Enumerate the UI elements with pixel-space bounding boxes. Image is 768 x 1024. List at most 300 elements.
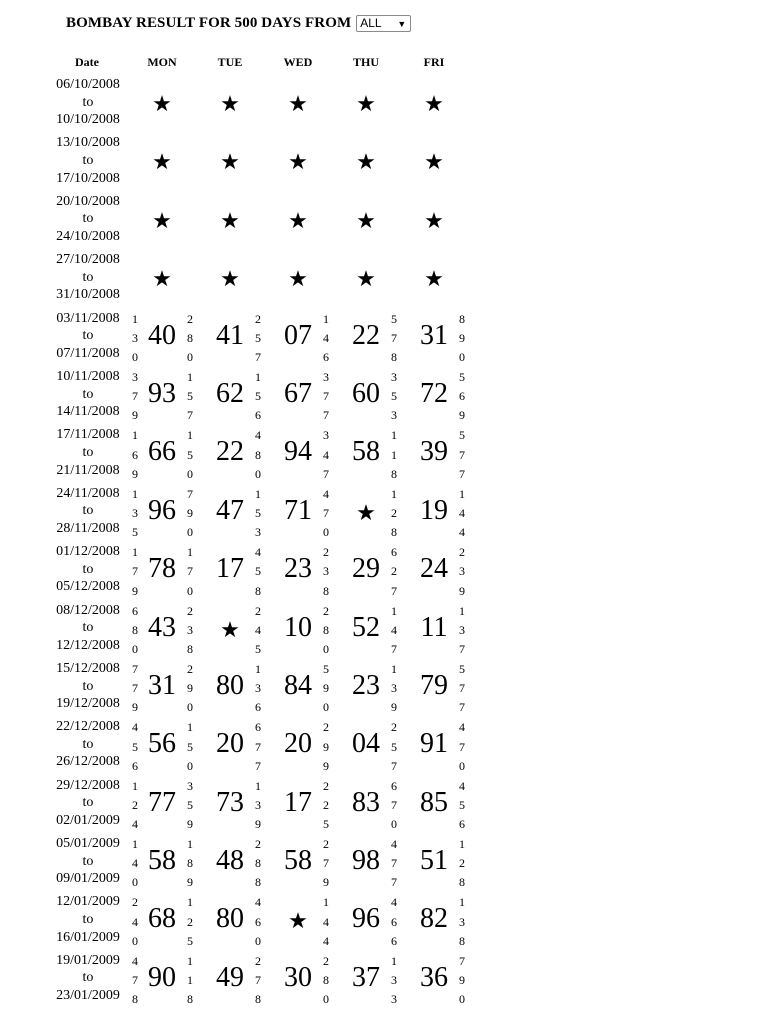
date-to: 02/01/2009 bbox=[56, 812, 120, 828]
jodi-number: 58 bbox=[284, 845, 312, 877]
jodi-number: 24 bbox=[420, 553, 448, 585]
jodi-number: 10 bbox=[284, 611, 312, 643]
panel-digits bbox=[253, 368, 263, 426]
panel-digit: 7 bbox=[132, 973, 138, 988]
panel-digits bbox=[185, 952, 195, 1010]
panel-digit: 1 bbox=[391, 486, 397, 501]
panel-digits bbox=[185, 893, 195, 951]
panel-digits bbox=[389, 602, 399, 660]
page-header bbox=[66, 12, 411, 34]
panel-digit: 7 bbox=[459, 700, 465, 715]
week-date-range bbox=[38, 193, 138, 246]
star-icon: ★ bbox=[152, 207, 172, 233]
panel-digit: 5 bbox=[132, 739, 138, 754]
date-to-label: to bbox=[82, 620, 94, 636]
panel-digit: 6 bbox=[132, 447, 138, 462]
table-row bbox=[0, 717, 470, 775]
panel-digits bbox=[321, 777, 331, 835]
panel-digit: 3 bbox=[255, 681, 261, 696]
jodi-number: 17 bbox=[284, 786, 312, 818]
panel-digits bbox=[389, 952, 399, 1010]
date-to: 21/11/2008 bbox=[56, 462, 120, 478]
panel-digit: 8 bbox=[255, 447, 261, 462]
star-icon: ★ bbox=[424, 91, 444, 116]
jodi-number: 96 bbox=[352, 903, 380, 935]
panel-digit: 4 bbox=[323, 330, 329, 345]
panel-digit: 5 bbox=[391, 389, 397, 404]
panel-digit: 5 bbox=[255, 564, 261, 579]
star-icon: ★ bbox=[424, 207, 444, 233]
panel-digit: 5 bbox=[459, 428, 465, 443]
open-panel-digits bbox=[130, 543, 140, 601]
panel-digit: 3 bbox=[459, 622, 465, 637]
date-to: 12/12/2008 bbox=[56, 637, 120, 653]
date-to-label: to bbox=[82, 678, 94, 694]
panel-digit: 0 bbox=[255, 466, 261, 481]
table-row bbox=[0, 425, 470, 483]
date-to-label: to bbox=[82, 970, 94, 986]
date-to-label: to bbox=[82, 444, 94, 460]
date-from: 01/12/2008 bbox=[56, 544, 120, 560]
panel-digit: 6 bbox=[391, 933, 397, 948]
open-panel-digits bbox=[130, 602, 140, 660]
panel-digit: 7 bbox=[391, 641, 397, 656]
jodi-number: 11 bbox=[420, 611, 448, 643]
week-date-range bbox=[38, 835, 138, 888]
chevron-down-icon: ▼ bbox=[397, 18, 407, 29]
panel-digit: 2 bbox=[459, 856, 465, 871]
date-to: 19/12/2008 bbox=[56, 696, 120, 712]
date-from: 05/01/2009 bbox=[56, 836, 120, 852]
panel-digit: 0 bbox=[132, 875, 138, 890]
panel-digit: 8 bbox=[459, 311, 465, 326]
panel-digit: 9 bbox=[132, 408, 138, 423]
panel-digit: 3 bbox=[391, 973, 397, 988]
panel-digit: 3 bbox=[132, 330, 138, 345]
date-from: 20/10/2008 bbox=[56, 193, 120, 209]
jodi-number: 67 bbox=[284, 377, 312, 409]
star-icon: ★ bbox=[288, 207, 308, 233]
panel-digit: 5 bbox=[323, 661, 329, 676]
panel-digit: 9 bbox=[187, 505, 193, 520]
panel-digit: 4 bbox=[255, 545, 261, 560]
panel-digits bbox=[321, 602, 331, 660]
week-date-range bbox=[38, 310, 138, 363]
panel-digit: 1 bbox=[187, 545, 193, 560]
panel-digit: 3 bbox=[255, 797, 261, 812]
panel-digits bbox=[321, 893, 331, 951]
jodi-number: 20 bbox=[284, 728, 312, 760]
star-icon: ★ bbox=[424, 149, 444, 175]
panel-digit: 2 bbox=[391, 720, 397, 735]
week-date-range bbox=[38, 426, 138, 479]
panel-digit: 1 bbox=[187, 895, 193, 910]
panel-digit: 8 bbox=[187, 641, 193, 656]
panel-digit: 7 bbox=[391, 758, 397, 773]
week-date-range bbox=[38, 952, 138, 1005]
table-header bbox=[0, 55, 470, 69]
panel-digit: 1 bbox=[187, 369, 193, 384]
date-to: 23/01/2009 bbox=[56, 988, 120, 1004]
panel-digit: 6 bbox=[459, 817, 465, 832]
table-row bbox=[0, 309, 470, 367]
panel-digit: 5 bbox=[187, 797, 193, 812]
panel-digit: 2 bbox=[132, 895, 138, 910]
panel-digit: 0 bbox=[323, 525, 329, 540]
panel-digit: 8 bbox=[187, 330, 193, 345]
open-panel-digits bbox=[130, 952, 140, 1010]
panel-digits bbox=[389, 660, 399, 718]
panel-digit: 9 bbox=[132, 466, 138, 481]
panel-digit: 9 bbox=[323, 875, 329, 890]
star-icon: ★ bbox=[288, 149, 308, 175]
panel-digit: 8 bbox=[187, 992, 193, 1007]
panel-digit: 9 bbox=[187, 875, 193, 890]
jodi-number: 22 bbox=[352, 319, 380, 351]
column-header-mon: MON bbox=[147, 55, 177, 69]
panel-digit: 7 bbox=[459, 447, 465, 462]
panel-digit: 3 bbox=[459, 914, 465, 929]
panel-digit: 4 bbox=[459, 778, 465, 793]
panel-digits bbox=[321, 543, 331, 601]
star-icon: ★ bbox=[152, 91, 172, 116]
panel-digit: 3 bbox=[391, 992, 397, 1007]
panel-digit: 2 bbox=[323, 545, 329, 560]
panel-digit: 1 bbox=[132, 486, 138, 501]
panel-digit: 4 bbox=[132, 817, 138, 832]
panel-digit: 3 bbox=[391, 408, 397, 423]
panel-digits bbox=[321, 835, 331, 893]
panel-digit: 2 bbox=[187, 914, 193, 929]
panel-digit: 9 bbox=[323, 739, 329, 754]
panel-digit: 7 bbox=[132, 681, 138, 696]
jodi-number: 56 bbox=[148, 728, 176, 760]
panel-digit: 9 bbox=[187, 681, 193, 696]
panel-digits bbox=[253, 660, 263, 718]
jodi-number: 82 bbox=[420, 903, 448, 935]
panel-digits bbox=[457, 660, 467, 718]
column-header-date: Date bbox=[75, 55, 99, 69]
date-to-label: to bbox=[82, 736, 94, 752]
panel-digit: 8 bbox=[323, 622, 329, 637]
jodi-number: 36 bbox=[420, 961, 448, 993]
panel-digit: 0 bbox=[132, 933, 138, 948]
week-date-range bbox=[38, 718, 138, 771]
date-to: 24/10/2008 bbox=[56, 228, 120, 244]
panel-digit: 4 bbox=[132, 914, 138, 929]
panel-digit: 2 bbox=[323, 797, 329, 812]
panel-digit: 5 bbox=[391, 311, 397, 326]
panel-digit: 0 bbox=[187, 583, 193, 598]
panel-digits bbox=[321, 718, 331, 776]
panel-digits bbox=[185, 602, 195, 660]
panel-digit: 3 bbox=[187, 778, 193, 793]
panel-digits bbox=[253, 835, 263, 893]
panel-digits bbox=[185, 310, 195, 368]
panel-digits bbox=[253, 543, 263, 601]
panel-digits bbox=[457, 835, 467, 893]
panel-digit: 8 bbox=[255, 856, 261, 871]
panel-digits bbox=[457, 952, 467, 1010]
panel-digit: 0 bbox=[187, 758, 193, 773]
date-to: 26/12/2008 bbox=[56, 754, 120, 770]
days-filter-select[interactable] bbox=[356, 15, 411, 32]
panel-digit: 1 bbox=[391, 661, 397, 676]
panel-digit: 0 bbox=[187, 466, 193, 481]
panel-digit: 7 bbox=[187, 408, 193, 423]
jodi-number: 77 bbox=[148, 786, 176, 818]
panel-digit: 4 bbox=[391, 622, 397, 637]
date-from: 06/10/2008 bbox=[56, 77, 120, 92]
date-to-label: to bbox=[82, 561, 94, 577]
panel-digits bbox=[185, 543, 195, 601]
jodi-number: 22 bbox=[216, 436, 244, 468]
table-row bbox=[0, 834, 470, 892]
table-row bbox=[0, 892, 470, 950]
panel-digit: 5 bbox=[459, 661, 465, 676]
table-row bbox=[0, 133, 470, 191]
panel-digits bbox=[389, 777, 399, 835]
panel-digit: 1 bbox=[255, 369, 261, 384]
panel-digit: 8 bbox=[391, 349, 397, 364]
panel-digit: 0 bbox=[459, 758, 465, 773]
week-date-range bbox=[38, 485, 138, 538]
date-to-label: to bbox=[82, 386, 94, 402]
jodi-number: 23 bbox=[352, 669, 380, 701]
panel-digits bbox=[389, 368, 399, 426]
panel-digit: 3 bbox=[132, 505, 138, 520]
panel-digit: 6 bbox=[255, 914, 261, 929]
open-panel-digits bbox=[130, 718, 140, 776]
week-date-range bbox=[38, 368, 138, 421]
panel-digit: 5 bbox=[323, 817, 329, 832]
panel-digit: 9 bbox=[187, 817, 193, 832]
panel-digit: 1 bbox=[255, 486, 261, 501]
panel-digit: 0 bbox=[459, 349, 465, 364]
jodi-number: 39 bbox=[420, 436, 448, 468]
panel-digit: 1 bbox=[459, 837, 465, 852]
jodi-number: 31 bbox=[420, 319, 448, 351]
panel-digit: 2 bbox=[187, 661, 193, 676]
panel-digit: 1 bbox=[187, 953, 193, 968]
star-icon: ★ bbox=[220, 149, 240, 175]
star-icon: ★ bbox=[356, 149, 376, 175]
date-to: 17/10/2008 bbox=[56, 170, 120, 186]
page-title: BOMBAY RESULT FOR 500 DAYS FROM bbox=[66, 14, 352, 31]
panel-digits bbox=[389, 485, 399, 543]
jodi-number: 04 bbox=[352, 728, 380, 760]
jodi-number: 80 bbox=[216, 903, 244, 935]
panel-digit: 1 bbox=[132, 837, 138, 852]
date-from: 03/11/2008 bbox=[56, 310, 120, 326]
jodi-number: 90 bbox=[148, 961, 176, 993]
star-icon: ★ bbox=[288, 908, 308, 934]
panel-digit: 1 bbox=[132, 311, 138, 326]
panel-digit: 1 bbox=[132, 428, 138, 443]
panel-digits bbox=[253, 718, 263, 776]
panel-digit: 3 bbox=[323, 564, 329, 579]
panel-digit: 7 bbox=[323, 505, 329, 520]
open-panel-digits bbox=[130, 310, 140, 368]
open-panel-digits bbox=[130, 835, 140, 893]
panel-digit: 4 bbox=[323, 486, 329, 501]
date-to-label: to bbox=[82, 853, 94, 869]
panel-digit: 2 bbox=[323, 720, 329, 735]
panel-digits bbox=[389, 718, 399, 776]
panel-digit: 4 bbox=[459, 720, 465, 735]
panel-digit: 6 bbox=[391, 545, 397, 560]
jodi-number: 60 bbox=[352, 377, 380, 409]
jodi-number: 17 bbox=[216, 553, 244, 585]
panel-digit: 8 bbox=[132, 622, 138, 637]
date-to: 09/01/2009 bbox=[56, 871, 120, 887]
panel-digit: 0 bbox=[255, 933, 261, 948]
panel-digit: 2 bbox=[323, 603, 329, 618]
week-date-range bbox=[38, 251, 138, 304]
date-from: 08/12/2008 bbox=[56, 602, 120, 618]
week-date-range bbox=[38, 543, 138, 596]
panel-digit: 8 bbox=[459, 933, 465, 948]
jodi-number: 83 bbox=[352, 786, 380, 818]
panel-digit: 8 bbox=[391, 525, 397, 540]
panel-digit: 8 bbox=[255, 992, 261, 1007]
table-row bbox=[0, 367, 470, 425]
jodi-number: 43 bbox=[148, 611, 176, 643]
panel-digit: 5 bbox=[187, 933, 193, 948]
date-from: 29/12/2008 bbox=[56, 777, 120, 793]
panel-digit: 1 bbox=[132, 778, 138, 793]
star-icon: ★ bbox=[220, 207, 240, 233]
panel-digit: 1 bbox=[323, 311, 329, 326]
jodi-number: 58 bbox=[148, 845, 176, 877]
jodi-number: 51 bbox=[420, 845, 448, 877]
open-panel-digits bbox=[130, 485, 140, 543]
panel-digit: 0 bbox=[323, 700, 329, 715]
jodi-number: 41 bbox=[216, 319, 244, 351]
panel-digit: 4 bbox=[255, 428, 261, 443]
panel-digit: 1 bbox=[187, 720, 193, 735]
jodi-number: 40 bbox=[148, 319, 176, 351]
panel-digit: 7 bbox=[255, 758, 261, 773]
date-to: 14/11/2008 bbox=[56, 404, 120, 420]
panel-digit: 1 bbox=[187, 428, 193, 443]
jodi-number: 30 bbox=[284, 961, 312, 993]
panel-digit: 8 bbox=[323, 973, 329, 988]
panel-digits bbox=[185, 426, 195, 484]
date-to-label: to bbox=[82, 912, 94, 928]
panel-digit: 4 bbox=[323, 933, 329, 948]
panel-digit: 0 bbox=[323, 641, 329, 656]
panel-digits bbox=[321, 660, 331, 718]
open-panel-digits bbox=[130, 660, 140, 718]
jodi-number: 19 bbox=[420, 494, 448, 526]
panel-digit: 7 bbox=[459, 681, 465, 696]
panel-digit: 7 bbox=[391, 330, 397, 345]
panel-digits bbox=[457, 426, 467, 484]
table-row bbox=[0, 542, 470, 600]
panel-digit: 5 bbox=[255, 505, 261, 520]
panel-digits bbox=[457, 602, 467, 660]
date-from: 19/01/2009 bbox=[56, 952, 120, 968]
panel-digit: 1 bbox=[255, 661, 261, 676]
panel-digit: 4 bbox=[323, 447, 329, 462]
panel-digit: 7 bbox=[132, 661, 138, 676]
panel-digit: 2 bbox=[187, 311, 193, 326]
panel-digit: 7 bbox=[391, 797, 397, 812]
star-icon: ★ bbox=[356, 266, 376, 292]
panel-digit: 3 bbox=[323, 369, 329, 384]
star-icon: ★ bbox=[356, 499, 376, 525]
jodi-number: 29 bbox=[352, 553, 380, 585]
jodi-number: 52 bbox=[352, 611, 380, 643]
panel-digit: 1 bbox=[459, 486, 465, 501]
panel-digit: 2 bbox=[187, 603, 193, 618]
star-icon: ★ bbox=[152, 266, 172, 292]
panel-digit: 0 bbox=[323, 992, 329, 1007]
star-icon: ★ bbox=[356, 91, 376, 116]
panel-digit: 9 bbox=[255, 817, 261, 832]
panel-digit: 8 bbox=[323, 583, 329, 598]
jodi-number: 78 bbox=[148, 553, 176, 585]
panel-digits bbox=[457, 718, 467, 776]
jodi-number: 07 bbox=[284, 319, 312, 351]
week-date-range bbox=[38, 76, 138, 129]
panel-digit: 5 bbox=[132, 525, 138, 540]
panel-digit: 3 bbox=[255, 525, 261, 540]
open-panel-digits bbox=[130, 777, 140, 835]
date-from: 22/12/2008 bbox=[56, 719, 120, 735]
panel-digit: 9 bbox=[132, 700, 138, 715]
week-date-range bbox=[38, 134, 138, 187]
panel-digit: 4 bbox=[459, 505, 465, 520]
panel-digit: 6 bbox=[255, 700, 261, 715]
panel-digit: 9 bbox=[459, 330, 465, 345]
panel-digits bbox=[321, 368, 331, 426]
table-row bbox=[0, 75, 470, 133]
star-icon: ★ bbox=[220, 616, 240, 642]
panel-digit: 0 bbox=[132, 641, 138, 656]
panel-digit: 1 bbox=[391, 428, 397, 443]
panel-digit: 2 bbox=[255, 603, 261, 618]
date-to: 10/10/2008 bbox=[56, 112, 120, 128]
panel-digits bbox=[321, 310, 331, 368]
panel-digit: 4 bbox=[323, 914, 329, 929]
panel-digit: 4 bbox=[132, 953, 138, 968]
panel-digit: 2 bbox=[255, 311, 261, 326]
panel-digit: 1 bbox=[391, 603, 397, 618]
panel-digit: 1 bbox=[255, 778, 261, 793]
panel-digit: 7 bbox=[323, 466, 329, 481]
panel-digits bbox=[185, 718, 195, 776]
panel-digits bbox=[321, 952, 331, 1010]
jodi-number: 93 bbox=[148, 377, 176, 409]
panel-digits bbox=[253, 602, 263, 660]
panel-digits bbox=[457, 368, 467, 426]
panel-digits bbox=[321, 485, 331, 543]
jodi-number: 94 bbox=[284, 436, 312, 468]
panel-digit: 7 bbox=[391, 856, 397, 871]
table-row bbox=[0, 601, 470, 659]
panel-digit: 8 bbox=[187, 856, 193, 871]
jodi-number: 85 bbox=[420, 786, 448, 818]
panel-digits bbox=[185, 835, 195, 893]
date-from: 17/11/2008 bbox=[56, 427, 120, 443]
open-panel-digits bbox=[130, 368, 140, 426]
panel-digits bbox=[253, 893, 263, 951]
jodi-number: 37 bbox=[352, 961, 380, 993]
panel-digits bbox=[253, 426, 263, 484]
panel-digit: 7 bbox=[391, 583, 397, 598]
